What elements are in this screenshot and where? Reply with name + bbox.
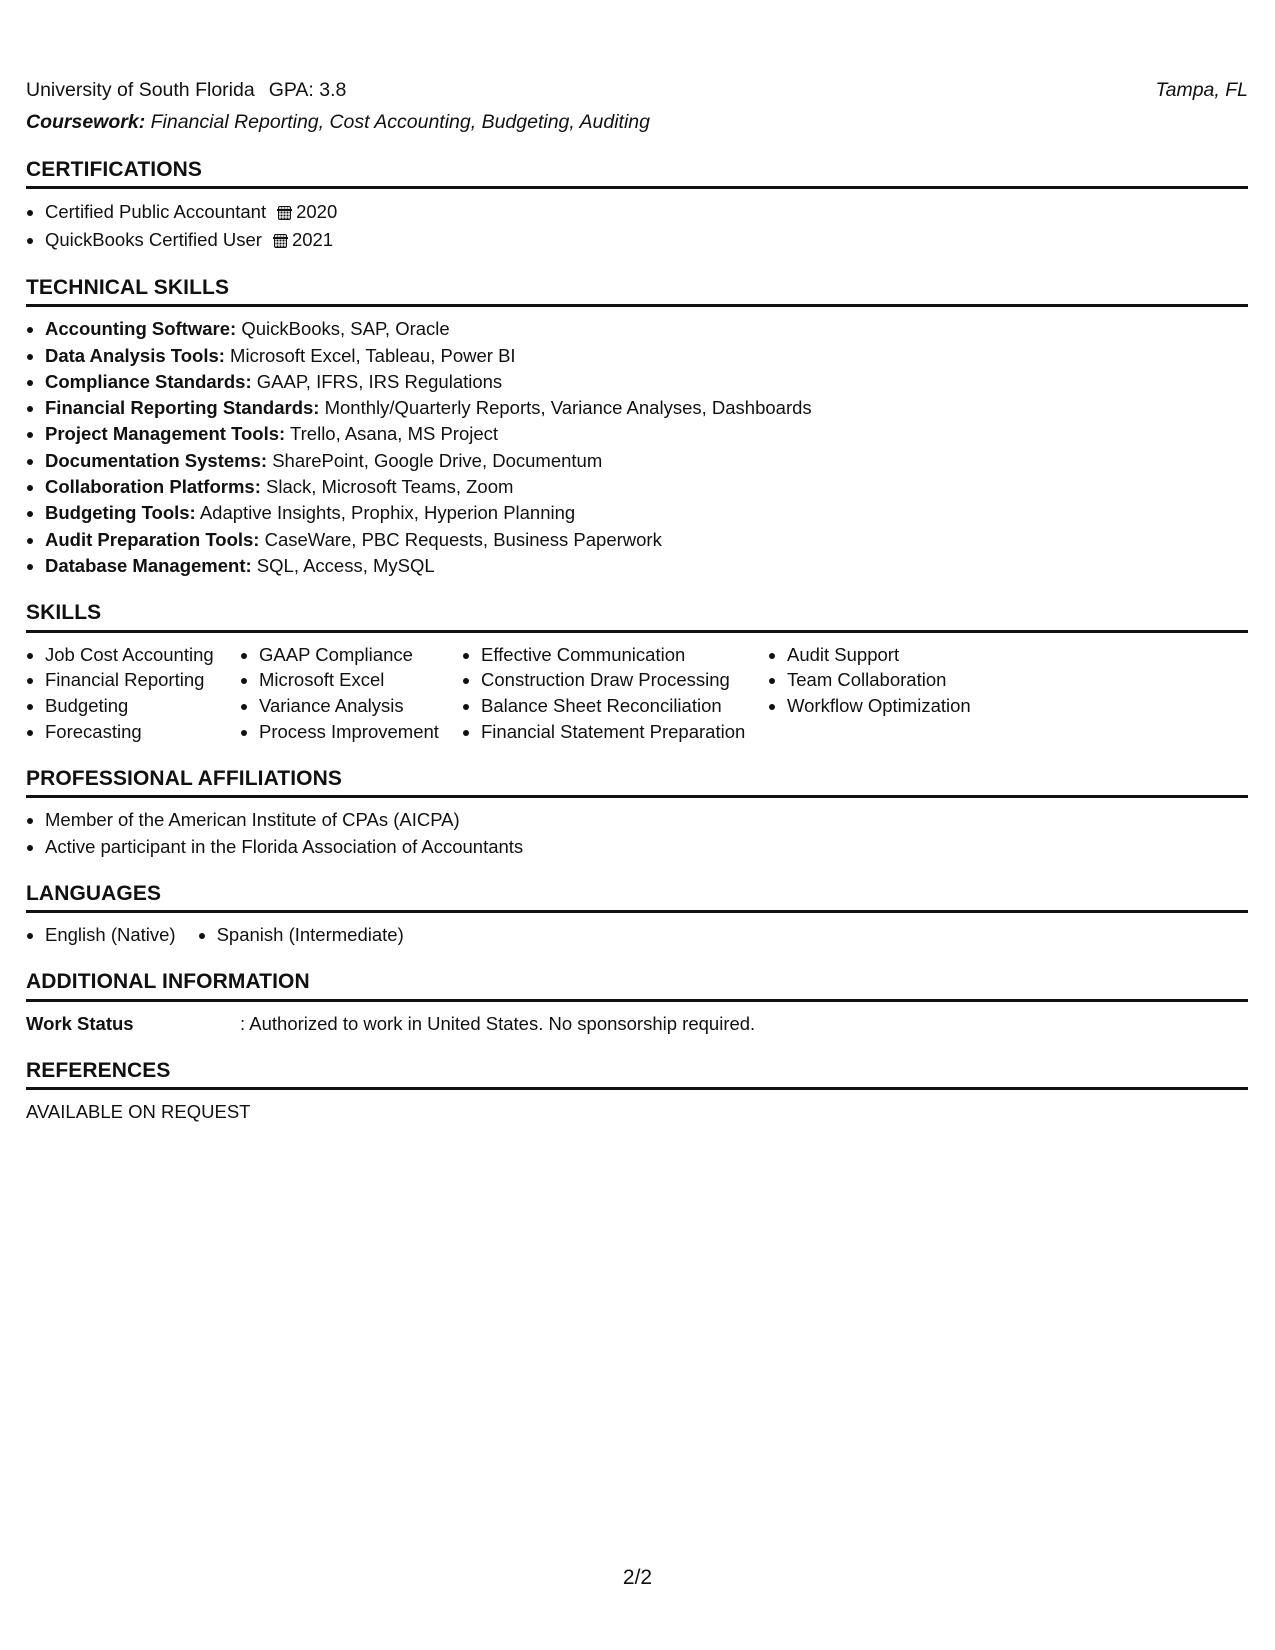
list-item [26, 474, 1248, 500]
list-item: Balance Sheet Reconciliation [462, 693, 768, 719]
resume-page [26, 78, 1248, 1125]
skill-values: Microsoft Excel, Tableau, Power BI [230, 344, 516, 366]
skill-category: Documentation Systems: [45, 449, 268, 471]
skill-values: Slack, Microsoft Teams, Zoom [266, 476, 514, 498]
page-number: 2/2 [622, 1566, 653, 1589]
list-item: Financial Statement Preparation [462, 719, 768, 745]
gpa: GPA: 3.8 [268, 79, 347, 101]
list-item: English (Native) [26, 922, 176, 948]
additional-info-heading: ADDITIONAL INFORMATION [26, 968, 1248, 1001]
skill-values: GAAP, IFRS, IRS Regulations [256, 370, 503, 392]
skill-category: Project Management Tools: [45, 423, 286, 445]
list-item: Construction Draw Processing [462, 667, 768, 693]
list-item [26, 198, 1248, 226]
certification-year: 2021 [291, 228, 334, 250]
skill-values: QuickBooks, SAP, Oracle [241, 318, 450, 340]
list-item [26, 226, 1248, 254]
technical-skills-list [26, 316, 1248, 579]
skill-category: Budgeting Tools: [45, 502, 196, 524]
skill-category: Financial Reporting Standards: [45, 397, 320, 419]
list-item [26, 448, 1248, 474]
certifications-list [26, 198, 1248, 254]
list-item [26, 500, 1248, 526]
skill-category: Collaboration Platforms: [45, 476, 261, 498]
list-item: Member of the American Institute of CPAs (AICPA) [26, 807, 1248, 834]
skill-values: Monthly/Quarterly Reports, Variance Analyses, Dashboards [324, 397, 812, 419]
list-item [26, 553, 1248, 579]
education-row [26, 78, 1248, 103]
skill-category: Database Management: [45, 554, 252, 576]
coursework-line [26, 110, 1248, 135]
skill-values: SQL, Access, MySQL [256, 554, 435, 576]
work-status-row [26, 1011, 1248, 1037]
skill-values: SharePoint, Google Drive, Documentum [272, 449, 603, 471]
list-item [26, 421, 1248, 447]
coursework-text: Financial Reporting, Cost Accounting, Budgeting, Auditing [150, 111, 650, 134]
list-item: Workflow Optimization [768, 693, 1028, 719]
languages-list [26, 922, 1248, 948]
list-item: Budgeting [26, 693, 240, 719]
list-item: Forecasting [26, 719, 240, 745]
school-name: University of South Florida [26, 79, 255, 101]
work-status-label: Work Status [26, 1012, 134, 1034]
list-item: GAAP Compliance [240, 642, 462, 668]
list-item: Effective Communication [462, 642, 768, 668]
skill-category: Accounting Software: [45, 318, 237, 340]
list-item: Spanish (Intermediate) [198, 922, 404, 948]
skills-heading: SKILLS [26, 599, 1248, 632]
references-heading: REFERENCES [26, 1057, 1248, 1090]
list-item: Variance Analysis [240, 693, 462, 719]
certification-name: Certified Public Accountant [45, 200, 267, 222]
list-item [26, 395, 1248, 421]
certification-name: QuickBooks Certified User [45, 228, 262, 250]
affiliations-heading: PROFESSIONAL AFFILIATIONS [26, 765, 1248, 798]
education-location: Tampa, FL [1155, 79, 1248, 101]
work-status-value: : Authorized to work in United States. No sponsorship required. [240, 1012, 756, 1034]
skills-grid [26, 642, 1248, 745]
skills-column [26, 642, 240, 745]
list-item: Active participant in the Florida Association of Accountants [26, 834, 1248, 861]
list-item: Audit Support [768, 642, 1028, 668]
calendar-icon [278, 206, 291, 220]
technical-skills-heading: TECHNICAL SKILLS [26, 274, 1248, 307]
certification-year: 2020 [296, 200, 338, 222]
list-item: Job Cost Accounting [26, 642, 240, 668]
list-item: Process Improvement [240, 719, 462, 745]
skill-category: Audit Preparation Tools: [45, 528, 260, 550]
coursework-label: Coursework: [26, 111, 146, 134]
skills-column [462, 642, 768, 745]
skills-column [768, 642, 1028, 745]
list-item [26, 343, 1248, 369]
list-item [26, 527, 1248, 553]
affiliations-list [26, 807, 1248, 860]
skill-category: Compliance Standards: [45, 370, 252, 392]
calendar-icon [274, 234, 287, 248]
skill-values: Adaptive Insights, Prophix, Hyperion Planning [199, 502, 576, 524]
skills-column [240, 642, 462, 745]
list-item: Microsoft Excel [240, 667, 462, 693]
list-item [26, 369, 1248, 395]
skill-values: Trello, Asana, MS Project [290, 423, 499, 445]
skill-category: Data Analysis Tools: [45, 344, 225, 366]
skill-values: CaseWare, PBC Requests, Business Paperwork [264, 528, 662, 550]
certifications-heading: CERTIFICATIONS [26, 156, 1248, 189]
languages-heading: LANGUAGES [26, 880, 1248, 913]
references-text: AVAILABLE ON REQUEST [26, 1100, 251, 1122]
list-item: Team Collaboration [768, 667, 1028, 693]
list-item: Financial Reporting [26, 667, 240, 693]
education-school-line [26, 78, 346, 103]
list-item [26, 316, 1248, 342]
